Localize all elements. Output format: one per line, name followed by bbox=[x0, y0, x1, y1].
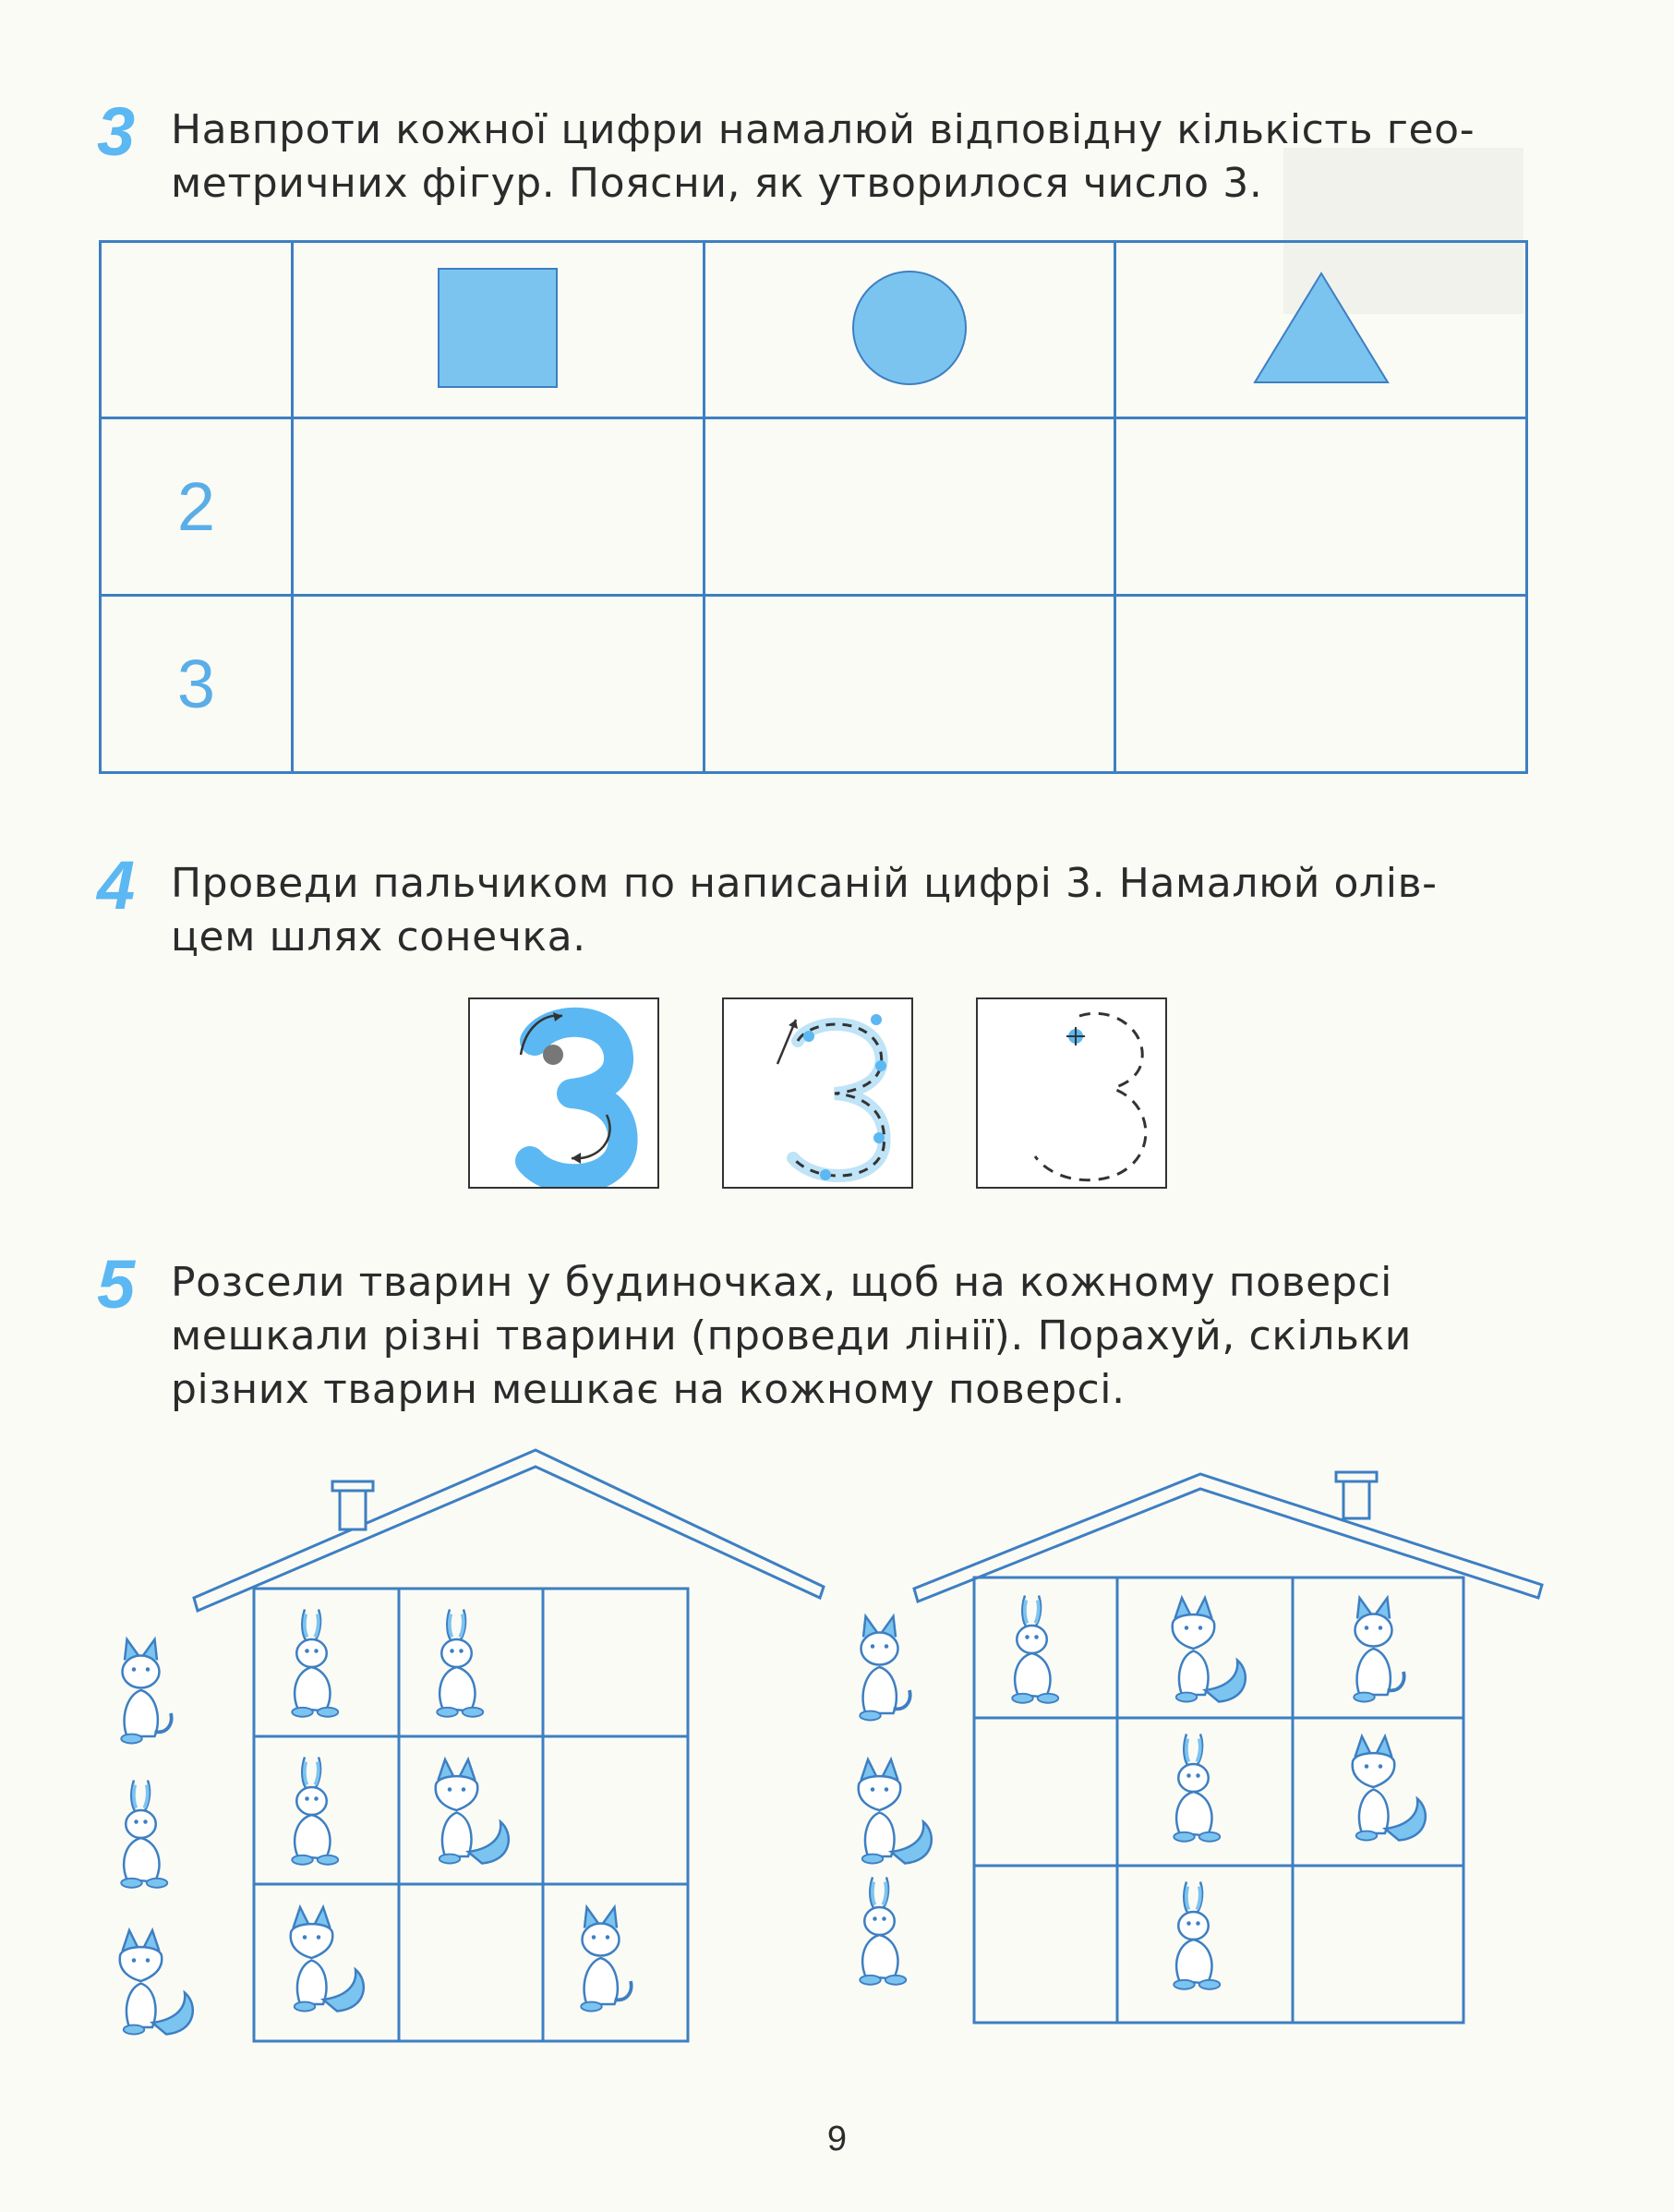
bunny-icon[interactable] bbox=[988, 1589, 1092, 1710]
instruction-line: цем шлях сонечка. bbox=[171, 913, 586, 961]
cat-icon[interactable] bbox=[557, 1898, 661, 2019]
instruction-line: Проведи пальчиком по написаній цифрі 3. Намалюй олів- bbox=[171, 860, 1438, 907]
row-label: 2 bbox=[101, 418, 293, 596]
task-instructions bbox=[171, 857, 1622, 964]
fox-icon[interactable] bbox=[413, 1750, 517, 1871]
instruction-line: різних тварин мешкає на кожному поверсі. bbox=[171, 1366, 1126, 1413]
fox-icon[interactable] bbox=[268, 1898, 372, 2019]
digit-box-dotted[interactable] bbox=[722, 997, 913, 1189]
row-label: 3 bbox=[101, 596, 293, 773]
bunny-icon[interactable] bbox=[268, 1750, 372, 1871]
answer-cell[interactable] bbox=[704, 418, 1115, 596]
cat-icon[interactable] bbox=[836, 1607, 940, 1728]
digit-three-path-icon bbox=[978, 999, 1165, 1187]
answer-cell[interactable] bbox=[1115, 418, 1527, 596]
bunny-icon[interactable] bbox=[1150, 1727, 1254, 1848]
task-instructions bbox=[171, 1256, 1622, 1417]
cat-icon[interactable] bbox=[1330, 1589, 1434, 1710]
bunny-icon[interactable] bbox=[268, 1602, 372, 1723]
answer-cell[interactable] bbox=[293, 596, 705, 773]
fox-icon[interactable] bbox=[1330, 1727, 1434, 1848]
header-circle-cell bbox=[704, 242, 1115, 418]
instruction-line: мешкали різні тварини (проведи лінії). Порахуй, скільки bbox=[171, 1312, 1412, 1360]
shapes-table bbox=[99, 240, 1528, 774]
cat-icon[interactable] bbox=[97, 1630, 201, 1751]
answer-cell[interactable] bbox=[704, 596, 1115, 773]
instruction-line: Навпроти кожної цифри намалюй відповідну кількість гео- bbox=[171, 106, 1475, 153]
digit-box-path[interactable] bbox=[976, 997, 1167, 1189]
bunny-icon[interactable] bbox=[413, 1602, 517, 1723]
instruction-line: Розсели тварин у будиночках, щоб на кожному поверсі bbox=[171, 1259, 1392, 1306]
fox-icon[interactable] bbox=[836, 1750, 940, 1871]
square-icon bbox=[437, 267, 559, 389]
instruction-line: метричних фігур. Поясни, як утворилося число 3. bbox=[171, 160, 1263, 207]
header-empty-cell bbox=[101, 242, 293, 418]
header-square-cell bbox=[293, 242, 705, 418]
answer-cell[interactable] bbox=[293, 418, 705, 596]
bunny-icon[interactable] bbox=[97, 1773, 201, 1894]
page-number: 9 bbox=[826, 2120, 848, 2158]
fox-icon[interactable] bbox=[1150, 1589, 1254, 1710]
bunny-icon[interactable] bbox=[1150, 1875, 1254, 1996]
header-triangle-cell bbox=[1115, 242, 1527, 418]
circle-icon bbox=[850, 269, 969, 387]
answer-cell[interactable] bbox=[1115, 596, 1527, 773]
fox-icon[interactable] bbox=[97, 1921, 201, 2042]
digit-box-solid[interactable] bbox=[468, 997, 659, 1189]
task-number: 5 bbox=[97, 1246, 136, 1323]
task-instructions bbox=[171, 103, 1622, 211]
bunny-icon[interactable] bbox=[836, 1870, 940, 1991]
triangle-icon bbox=[1252, 271, 1391, 385]
task-number: 4 bbox=[97, 847, 136, 924]
digit-three-dotted-icon bbox=[724, 999, 911, 1187]
digit-three-solid-icon bbox=[470, 999, 657, 1187]
task-number: 3 bbox=[97, 93, 136, 170]
